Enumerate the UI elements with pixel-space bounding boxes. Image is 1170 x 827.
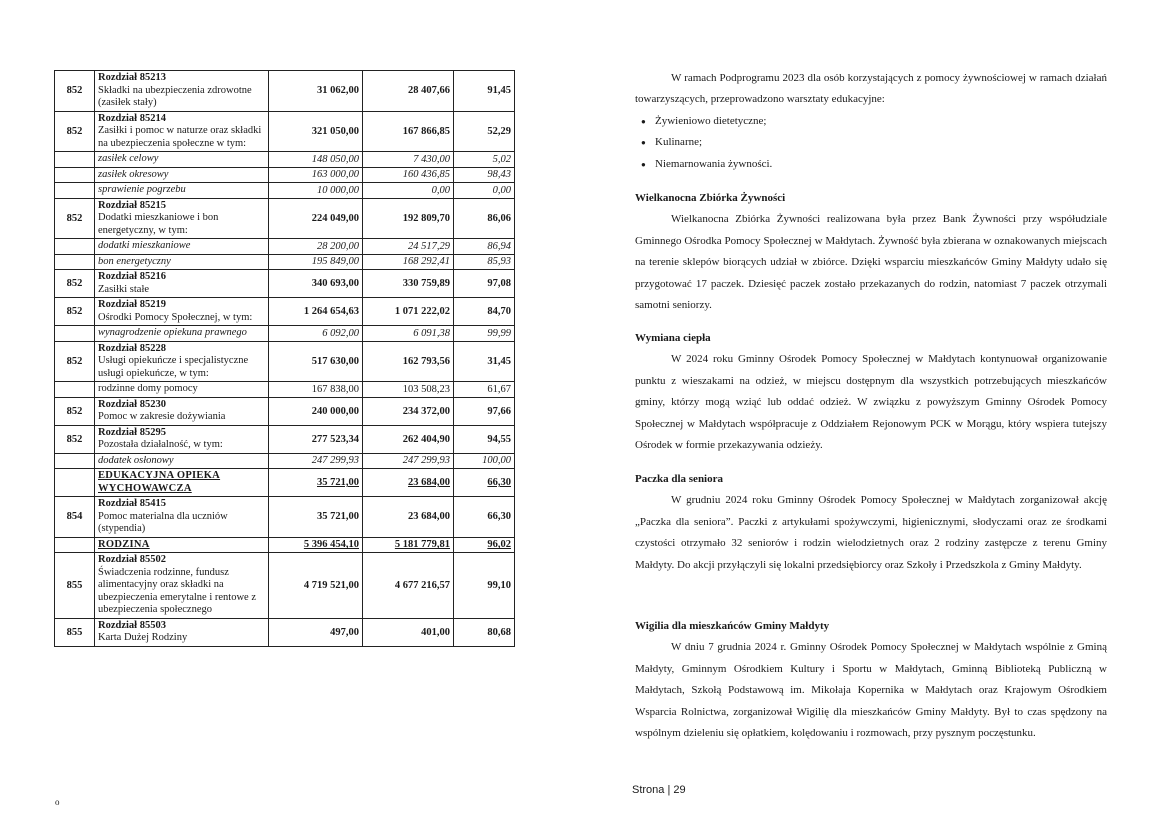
executed-amount: 103 508,23 — [363, 382, 454, 398]
execution-percent: 84,70 — [454, 298, 515, 326]
chapter-description: Pomoc w zakresie dożywiania — [98, 411, 226, 422]
section-code — [55, 453, 95, 469]
execution-percent: 99,10 — [454, 553, 515, 619]
chapter-cell — [95, 341, 269, 382]
chapter-cell — [95, 618, 269, 646]
section-code: 855 — [55, 553, 95, 619]
chapter-title: Rozdział 85216 — [98, 271, 166, 282]
section-code — [55, 167, 95, 183]
execution-percent: 0,00 — [454, 183, 515, 199]
chapter-title: Rozdział 85415 — [98, 498, 166, 509]
section-christmas — [635, 616, 1107, 744]
section-paragraph: Wielkanocna Zbiórka Żywności realizowana była przez Bank Żywności przy współudziale Gminnego Ośrodka Pomocy Społecznej w Małdytach. Żywność była zbierana w oznakowanych miejscach na terenie sklepów biorących udział w zbiórce. Dzięki wsparciu mieszkańców Gminy Małdyty udało się przygotować 17 paczek. Dziesięć paczek zostało przekazanych do rodzin, natomiast 7 paczek otrzymali samotni seniorzy. — [635, 213, 1107, 312]
executed-amount: 0,00 — [363, 183, 454, 199]
execution-percent: 99,99 — [454, 326, 515, 342]
table-row — [55, 298, 515, 326]
executed-amount: 162 793,56 — [363, 341, 454, 382]
execution-percent: 5,02 — [454, 152, 515, 168]
section-paragraph: W dniu 7 grudnia 2024 r. Gminny Ośrodek Pomocy Społecznej w Małdytach wspólnie z Gminą Małdyty, Gminnym Ośrodkiem Kultury i Sportu w Małdytach, Gminną Biblioteką Publiczną w Małdytach, Szkołą Podstawową im. Mikołaja Kopernika w Małdytach oraz Krajowym Ośrodkiem Wsparcia Rolnictwa, zorganizował Wigilię dla mieszkańców Gminy Małdyty. Był to czas spędzony na wspólnym dzieleniu się opłatkiem, kolędowaniu i rozmowach, przy pysznym poczęstunku. — [635, 641, 1107, 740]
chapter-description: Składki na ubezpieczenia zdrowotne (zasiłek stały) — [98, 84, 252, 108]
executed-amount: 167 866,85 — [363, 111, 454, 152]
intro-paragraph: W ramach Podprogramu 2023 dla osób korzystających z pomocy żywnościowej w ramach działań towarzyszących, przeprowadzono warsztaty edukacyjne: — [635, 72, 1107, 106]
chapter-title: Rozdział 85214 — [98, 112, 166, 124]
execution-percent: 61,67 — [454, 382, 515, 398]
execution-percent: 66,30 — [454, 497, 515, 538]
table-row — [55, 239, 515, 255]
plan-amount: 321 050,00 — [269, 111, 363, 152]
chapter-description: Ośrodki Pomocy Społecznej, w tym: — [98, 311, 253, 323]
plan-amount: 195 849,00 — [269, 254, 363, 270]
section-code — [55, 326, 95, 342]
plan-amount: 5 396 454,10 — [269, 537, 363, 553]
plan-amount: 148 050,00 — [269, 152, 363, 168]
item-description: zasiłek okresowy — [95, 167, 269, 183]
executed-amount: 24 517,29 — [363, 239, 454, 255]
chapter-description: Karta Dużej Rodziny — [98, 632, 188, 643]
table-row — [55, 183, 515, 199]
plan-amount: 240 000,00 — [269, 397, 363, 425]
executed-amount: 7 430,00 — [363, 152, 454, 168]
chapter-title: Rozdział 85219 — [98, 299, 166, 310]
item-description: EDUKACYJNA OPIEKA WYCHOWAWCZA — [95, 469, 269, 497]
execution-percent: 52,29 — [454, 111, 515, 152]
section-code — [55, 183, 95, 199]
list-item: ● Żywieniowo dietetyczne; — [655, 111, 1107, 132]
table-row — [55, 553, 515, 619]
execution-percent: 97,66 — [454, 397, 515, 425]
executed-amount: 1 071 222,02 — [363, 298, 454, 326]
chapter-cell — [95, 497, 269, 538]
table-row — [55, 341, 515, 382]
table-row — [55, 326, 515, 342]
item-description: zasiłek celowy — [95, 152, 269, 168]
section-code: 852 — [55, 198, 95, 239]
section-code: 852 — [55, 270, 95, 298]
executed-amount: 168 292,41 — [363, 254, 454, 270]
item-description: wynagrodzenie opiekuna prawnego — [95, 326, 269, 342]
item-description: dodatki mieszkaniowe — [95, 239, 269, 255]
chapter-cell — [95, 270, 269, 298]
plan-amount: 10 000,00 — [269, 183, 363, 199]
budget-table — [54, 70, 515, 647]
section-code — [55, 469, 95, 497]
section-code: 852 — [55, 71, 95, 112]
section-code: 852 — [55, 298, 95, 326]
plan-amount: 277 523,34 — [269, 425, 363, 453]
executed-amount: 247 299,93 — [363, 453, 454, 469]
plan-amount: 4 719 521,00 — [269, 553, 363, 619]
section-heading: Wielkanocna Zbiórka Żywności — [635, 192, 786, 204]
table-row — [55, 254, 515, 270]
table-row — [55, 270, 515, 298]
section-heading: Paczka dla seniora — [635, 473, 723, 485]
section-heading: Wymiana ciepła — [635, 332, 711, 344]
scan-mark: o — [55, 797, 60, 807]
plan-amount: 28 200,00 — [269, 239, 363, 255]
plan-amount: 517 630,00 — [269, 341, 363, 382]
section-code: 854 — [55, 497, 95, 538]
section-code — [55, 239, 95, 255]
table-row — [55, 618, 515, 646]
executed-amount: 23 684,00 — [363, 497, 454, 538]
executed-amount: 234 372,00 — [363, 397, 454, 425]
table-row — [55, 469, 515, 497]
chapter-title: Rozdział 85230 — [98, 398, 166, 410]
chapter-cell — [95, 425, 269, 453]
list-item: ● Niemarnowania żywności. — [655, 154, 1107, 175]
plan-amount: 497,00 — [269, 618, 363, 646]
plan-amount: 35 721,00 — [269, 469, 363, 497]
chapter-description: Pozostała działalność, w tym: — [98, 439, 223, 450]
section-code — [55, 537, 95, 553]
execution-percent: 96,02 — [454, 537, 515, 553]
execution-percent: 100,00 — [454, 453, 515, 469]
section-code: 852 — [55, 425, 95, 453]
table-row — [55, 425, 515, 453]
execution-percent: 98,43 — [454, 167, 515, 183]
section-code: 852 — [55, 341, 95, 382]
executed-amount: 28 407,66 — [363, 71, 454, 112]
item-description: rodzinne domy pomocy — [95, 382, 269, 398]
list-item: ● Kulinarne; — [655, 132, 1107, 153]
section-code: 852 — [55, 397, 95, 425]
chapter-title: Rozdział 85213 — [98, 72, 166, 83]
section-paragraph: W grudniu 2024 roku Gminny Ośrodek Pomocy Społecznej w Małdytach zorganizował akcję „Paczka dla seniora”. Paczki z artykułami spożywczymi, higienicznymi, słodyczami oraz ze środkami czystości otrzymało 32 seniorów i rodzin wielodzietnych oraz 2 rodziny zastępcze z terenu Gminy Małdyty. Do akcji przyłączyli się lokalni przedsiębiorcy oraz Szkoły i Przedszkola z Gminy Małdyty. — [635, 494, 1107, 571]
execution-percent: 80,68 — [454, 618, 515, 646]
chapter-cell — [95, 397, 269, 425]
section-code — [55, 382, 95, 398]
chapter-description: Zasiłki i pomoc w naturze oraz składki na ubezpieczenia społeczne w tym: — [98, 125, 262, 149]
chapter-title: Rozdział 85215 — [98, 199, 166, 211]
chapter-cell — [95, 71, 269, 112]
execution-percent: 85,93 — [454, 254, 515, 270]
section-code: 855 — [55, 618, 95, 646]
execution-percent: 97,08 — [454, 270, 515, 298]
chapter-description: Pomoc materialna dla uczniów (stypendia) — [98, 510, 228, 534]
section-heading: Wigilia dla mieszkańców Gminy Małdyty — [635, 620, 830, 632]
plan-amount: 163 000,00 — [269, 167, 363, 183]
execution-percent: 94,55 — [454, 425, 515, 453]
item-description: dodatek osłonowy — [95, 453, 269, 469]
executed-amount: 4 677 216,57 — [363, 553, 454, 619]
chapter-description: Świadczenia rodzinne, fundusz alimentacyjny oraz składki na ubezpieczenia emerytalne i rentowe z ubezpieczenia społecznego — [98, 566, 256, 615]
execution-percent: 86,06 — [454, 198, 515, 239]
chapter-title: Rozdział 85503 — [98, 619, 166, 631]
section-senior — [635, 469, 1107, 576]
item-description: sprawienie pogrzebu — [95, 183, 269, 199]
plan-amount: 31 062,00 — [269, 71, 363, 112]
section-code: 852 — [55, 111, 95, 152]
table-row — [55, 397, 515, 425]
intro-block — [635, 68, 1107, 175]
plan-amount: 224 049,00 — [269, 198, 363, 239]
table-row — [55, 111, 515, 152]
chapter-cell — [95, 298, 269, 326]
execution-percent: 86,94 — [454, 239, 515, 255]
chapter-title: Rozdział 85228 — [98, 342, 166, 354]
item-description: bon energetyczny — [95, 254, 269, 270]
chapter-description: Dodatki mieszkaniowe i bon energetyczny, w tym: — [98, 212, 219, 236]
chapter-cell — [95, 198, 269, 239]
executed-amount: 401,00 — [363, 618, 454, 646]
plan-amount: 1 264 654,63 — [269, 298, 363, 326]
executed-amount: 5 181 779,81 — [363, 537, 454, 553]
table-row — [55, 537, 515, 553]
executed-amount: 6 091,38 — [363, 326, 454, 342]
chapter-cell — [95, 553, 269, 619]
page-number: Strona | 29 — [632, 784, 686, 796]
executed-amount: 262 404,90 — [363, 425, 454, 453]
table-row — [55, 382, 515, 398]
plan-amount: 167 838,00 — [269, 382, 363, 398]
plan-amount: 6 092,00 — [269, 326, 363, 342]
section-code — [55, 254, 95, 270]
plan-amount: 247 299,93 — [269, 453, 363, 469]
chapter-title: Rozdział 85502 — [98, 554, 166, 565]
execution-percent: 91,45 — [454, 71, 515, 112]
executed-amount: 160 436,85 — [363, 167, 454, 183]
chapter-description: Zasiłki stałe — [98, 283, 150, 295]
executed-amount: 330 759,89 — [363, 270, 454, 298]
table-row — [55, 453, 515, 469]
executed-amount: 23 684,00 — [363, 469, 454, 497]
chapter-description: Usługi opiekuńcze i specjalistyczne usługi opiekuńcze, w tym: — [98, 355, 249, 379]
plan-amount: 340 693,00 — [269, 270, 363, 298]
table-row — [55, 71, 515, 112]
table-row — [55, 167, 515, 183]
table-row — [55, 497, 515, 538]
execution-percent: 66,30 — [454, 469, 515, 497]
item-description: RODZINA — [95, 537, 269, 553]
table-row — [55, 152, 515, 168]
right-page — [585, 0, 1170, 827]
table-row — [55, 198, 515, 239]
section-warmth — [635, 328, 1107, 456]
section-code — [55, 152, 95, 168]
chapter-title: Rozdział 85295 — [98, 426, 166, 438]
chapter-cell — [95, 111, 269, 152]
workshop-list — [635, 111, 1107, 175]
section-paragraph: W 2024 roku Gminny Ośrodek Pomocy Społecznej w Małdytach kontynuował organizowanie punktu z wieszakami na odzież, w miejscu dostępnym dla wszystkich potrzebujących mieszkańców gminy, którzy mogą wziąć lub oddać odzież. W związku z powyższym Gminny Ośrodek Pomocy Społecznej w Małdytach współpracuje z Oddziałem Rejonowym PCK w Morągu, który wspiera tutejszy Ośrodek w formie przekazywania odzieży. — [635, 353, 1107, 452]
executed-amount: 192 809,70 — [363, 198, 454, 239]
plan-amount: 35 721,00 — [269, 497, 363, 538]
section-easter — [635, 188, 1107, 316]
execution-percent: 31,45 — [454, 341, 515, 382]
